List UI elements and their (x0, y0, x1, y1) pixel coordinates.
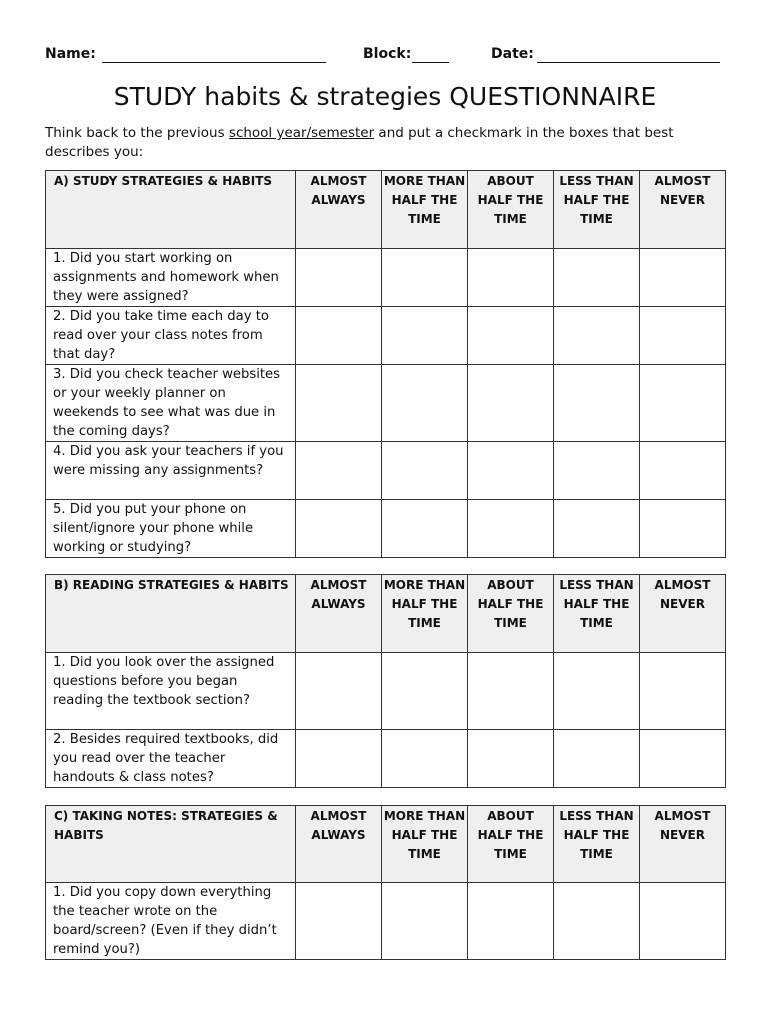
question-row (46, 730, 726, 788)
question-row (46, 249, 726, 307)
answer-checkbox[interactable] (382, 883, 468, 960)
answer-checkbox[interactable] (554, 249, 640, 307)
question-row (46, 653, 726, 730)
section-b-header-row (46, 575, 726, 653)
instructions-text-start: Think back to the previous (45, 125, 229, 141)
answer-checkbox[interactable] (382, 307, 468, 365)
header-fields (45, 46, 725, 68)
answer-checkbox[interactable] (296, 442, 382, 500)
question-row (46, 883, 726, 960)
answer-checkbox[interactable] (640, 883, 726, 960)
question-text: 1. Did you start working on assignments and homework when they were assigned? (46, 249, 296, 307)
answer-checkbox[interactable] (640, 500, 726, 558)
instructions-underlined: school year/semester (228, 125, 375, 141)
answer-checkbox[interactable] (554, 500, 640, 558)
name-label: Name: (45, 46, 96, 62)
answer-checkbox[interactable] (468, 307, 554, 365)
answer-checkbox[interactable] (554, 365, 640, 442)
column-header: ABOUT HALF THE TIME (468, 575, 554, 653)
section-c-title: C) TAKING NOTES: STRATEGIES & HABITS (46, 806, 296, 883)
answer-checkbox[interactable] (468, 500, 554, 558)
section-a-table (45, 170, 726, 558)
answer-checkbox[interactable] (296, 730, 382, 788)
answer-checkbox[interactable] (554, 883, 640, 960)
question-text: 3. Did you check teacher websites or your weekly planner on weekends to see what was due in the coming days? (46, 365, 296, 442)
column-header: ABOUT HALF THE TIME (468, 171, 554, 249)
question-text: 1. Did you copy down everything the teacher wrote on the board/screen? (Even if they didn’t remind you?) (46, 883, 296, 960)
answer-checkbox[interactable] (554, 442, 640, 500)
date-field[interactable] (537, 62, 720, 63)
column-header: ABOUT HALF THE TIME (468, 806, 554, 883)
answer-checkbox[interactable] (382, 442, 468, 500)
column-header: ALMOST NEVER (640, 575, 726, 653)
answer-checkbox[interactable] (468, 249, 554, 307)
answer-checkbox[interactable] (382, 249, 468, 307)
answer-checkbox[interactable] (640, 653, 726, 730)
answer-checkbox[interactable] (296, 307, 382, 365)
answer-checkbox[interactable] (382, 653, 468, 730)
answer-checkbox[interactable] (554, 307, 640, 365)
section-a-header-row (46, 171, 726, 249)
section-b-title: B) READING STRATEGIES & HABITS (46, 575, 296, 653)
answer-checkbox[interactable] (640, 365, 726, 442)
section-a-title: A) STUDY STRATEGIES & HABITS (46, 171, 296, 249)
answer-checkbox[interactable] (382, 730, 468, 788)
column-header: ALMOST ALWAYS (296, 171, 382, 249)
question-row (46, 307, 726, 365)
answer-checkbox[interactable] (382, 365, 468, 442)
column-header: ALMOST NEVER (640, 806, 726, 883)
answer-checkbox[interactable] (640, 249, 726, 307)
answer-checkbox[interactable] (640, 730, 726, 788)
page-title: STUDY habits & strategies QUESTIONNAIRE (113, 82, 657, 111)
question-row (46, 365, 726, 442)
block-label: Block: (363, 46, 412, 62)
question-text: 1. Did you look over the assigned questions before you began reading the textbook section? (46, 653, 296, 730)
column-header: LESS THAN HALF THE TIME (554, 806, 640, 883)
question-text: 4. Did you ask your teachers if you were missing any assignments? (46, 442, 296, 500)
column-header: ALMOST ALWAYS (296, 575, 382, 653)
question-row (46, 442, 726, 500)
section-c-table (45, 805, 726, 960)
date-label: Date: (491, 46, 534, 62)
answer-checkbox[interactable] (640, 442, 726, 500)
question-text: 5. Did you put your phone on silent/ignore your phone while working or studying? (46, 500, 296, 558)
answer-checkbox[interactable] (554, 730, 640, 788)
column-header: ALMOST NEVER (640, 171, 726, 249)
question-text: 2. Besides required textbooks, did you read over the teacher handouts & class notes? (46, 730, 296, 788)
column-header: MORE THAN HALF THE TIME (382, 575, 468, 653)
answer-checkbox[interactable] (382, 500, 468, 558)
question-text: 2. Did you take time each day to read over your class notes from that day? (46, 307, 296, 365)
answer-checkbox[interactable] (468, 730, 554, 788)
column-header: LESS THAN HALF THE TIME (554, 171, 640, 249)
answer-checkbox[interactable] (640, 307, 726, 365)
instructions (45, 124, 735, 162)
column-header: LESS THAN HALF THE TIME (554, 575, 640, 653)
section-b-table (45, 574, 726, 788)
name-field[interactable] (102, 62, 326, 63)
answer-checkbox[interactable] (296, 500, 382, 558)
answer-checkbox[interactable] (468, 365, 554, 442)
instructions-text-end: and put a checkmark in the boxes that best describes you: (45, 125, 674, 160)
answer-checkbox[interactable] (296, 365, 382, 442)
answer-checkbox[interactable] (468, 442, 554, 500)
column-header: MORE THAN HALF THE TIME (382, 171, 468, 249)
answer-checkbox[interactable] (296, 883, 382, 960)
answer-checkbox[interactable] (296, 249, 382, 307)
answer-checkbox[interactable] (296, 653, 382, 730)
section-c-header-row (46, 806, 726, 883)
answer-checkbox[interactable] (554, 653, 640, 730)
answer-checkbox[interactable] (468, 653, 554, 730)
answer-checkbox[interactable] (468, 883, 554, 960)
column-header: MORE THAN HALF THE TIME (382, 806, 468, 883)
column-header: ALMOST ALWAYS (296, 806, 382, 883)
block-field[interactable] (412, 62, 449, 63)
question-row (46, 500, 726, 558)
